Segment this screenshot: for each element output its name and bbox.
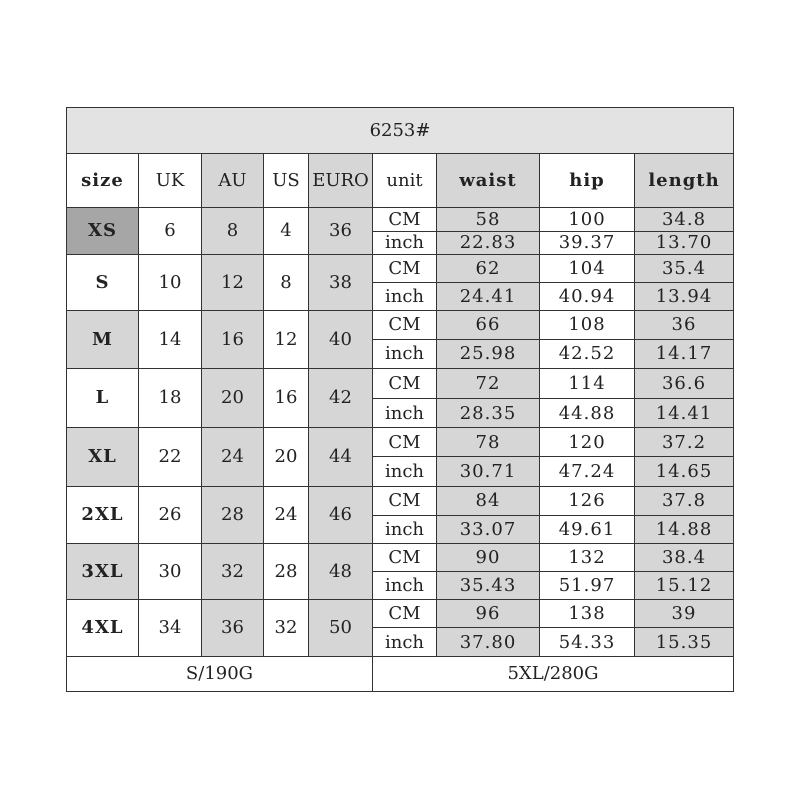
hip-inch: 47.24 — [540, 457, 635, 486]
waist-cm: 62 — [437, 254, 540, 282]
hip-cm: 114 — [540, 368, 635, 398]
unit-label: CM — [373, 254, 437, 282]
length-cm: 37.2 — [635, 428, 734, 457]
au-size: 24 — [202, 428, 264, 486]
footer-right-weight: 5XL/280G — [373, 656, 734, 691]
hip-inch: 44.88 — [540, 398, 635, 427]
header-uk: UK — [139, 154, 202, 207]
hip-cm: 100 — [540, 207, 635, 231]
us-size: 12 — [264, 311, 309, 368]
length-inch: 14.17 — [635, 339, 734, 368]
length-cm: 36.6 — [635, 368, 734, 398]
unit-label: inch — [373, 283, 437, 311]
us-size: 32 — [264, 600, 309, 656]
hip-inch: 42.52 — [540, 339, 635, 368]
euro-size: 36 — [309, 207, 373, 254]
header-au: AU — [202, 154, 264, 207]
waist-cm: 96 — [437, 600, 540, 628]
length-inch: 14.65 — [635, 457, 734, 486]
length-cm: 35.4 — [635, 254, 734, 282]
euro-size: 40 — [309, 311, 373, 368]
size-label: L — [67, 368, 139, 427]
size-chart-table — [66, 107, 734, 692]
waist-inch: 28.35 — [437, 398, 540, 427]
waist-inch: 33.07 — [437, 515, 540, 543]
length-cm: 39 — [635, 600, 734, 628]
waist-cm: 78 — [437, 428, 540, 457]
size-row-cm — [67, 368, 734, 398]
euro-size: 48 — [309, 543, 373, 599]
au-size: 12 — [202, 254, 264, 310]
us-size: 4 — [264, 207, 309, 254]
euro-size: 38 — [309, 254, 373, 310]
au-size: 28 — [202, 486, 264, 543]
length-inch: 15.35 — [635, 628, 734, 656]
us-size: 28 — [264, 543, 309, 599]
hip-cm: 126 — [540, 486, 635, 515]
au-size: 8 — [202, 207, 264, 254]
size-row-cm — [67, 486, 734, 515]
length-inch: 13.70 — [635, 231, 734, 254]
waist-inch: 25.98 — [437, 339, 540, 368]
size-label: 3XL — [67, 543, 139, 599]
length-cm: 37.8 — [635, 486, 734, 515]
unit-label: CM — [373, 486, 437, 515]
au-size: 16 — [202, 311, 264, 368]
header-hip: hip — [540, 154, 635, 207]
unit-label: CM — [373, 600, 437, 628]
size-row-cm — [67, 207, 734, 231]
unit-label: CM — [373, 368, 437, 398]
hip-inch: 40.94 — [540, 283, 635, 311]
header-unit: unit — [373, 154, 437, 207]
waist-cm: 90 — [437, 543, 540, 571]
unit-label: inch — [373, 457, 437, 486]
euro-size: 50 — [309, 600, 373, 656]
waist-cm: 66 — [437, 311, 540, 339]
euro-size: 42 — [309, 368, 373, 427]
header-length: length — [635, 154, 734, 207]
uk-size: 30 — [139, 543, 202, 599]
length-inch: 15.12 — [635, 572, 734, 600]
unit-label: inch — [373, 398, 437, 427]
header-waist: waist — [437, 154, 540, 207]
hip-cm: 138 — [540, 600, 635, 628]
length-inch: 14.41 — [635, 398, 734, 427]
au-size: 20 — [202, 368, 264, 427]
hip-inch: 54.33 — [540, 628, 635, 656]
footer-left-weight: S/190G — [67, 656, 373, 691]
header-row — [67, 154, 734, 207]
uk-size: 6 — [139, 207, 202, 254]
unit-label: CM — [373, 311, 437, 339]
hip-inch: 51.97 — [540, 572, 635, 600]
uk-size: 14 — [139, 311, 202, 368]
waist-inch: 37.80 — [437, 628, 540, 656]
unit-label: inch — [373, 572, 437, 600]
au-size: 32 — [202, 543, 264, 599]
title-row — [67, 108, 734, 154]
au-size: 36 — [202, 600, 264, 656]
euro-size: 44 — [309, 428, 373, 486]
hip-cm: 108 — [540, 311, 635, 339]
uk-size: 18 — [139, 368, 202, 427]
us-size: 8 — [264, 254, 309, 310]
length-cm: 38.4 — [635, 543, 734, 571]
size-row-cm — [67, 600, 734, 628]
size-label: 2XL — [67, 486, 139, 543]
uk-size: 10 — [139, 254, 202, 310]
waist-cm: 58 — [437, 207, 540, 231]
hip-cm: 104 — [540, 254, 635, 282]
waist-inch: 22.83 — [437, 231, 540, 254]
unit-label: CM — [373, 207, 437, 231]
hip-inch: 49.61 — [540, 515, 635, 543]
chart-title: 6253# — [67, 108, 734, 154]
us-size: 20 — [264, 428, 309, 486]
unit-label: inch — [373, 515, 437, 543]
waist-inch: 30.71 — [437, 457, 540, 486]
length-cm: 34.8 — [635, 207, 734, 231]
size-label: XL — [67, 428, 139, 486]
hip-cm: 120 — [540, 428, 635, 457]
hip-inch: 39.37 — [540, 231, 635, 254]
hip-cm: 132 — [540, 543, 635, 571]
waist-inch: 24.41 — [437, 283, 540, 311]
size-row-cm — [67, 428, 734, 457]
us-size: 16 — [264, 368, 309, 427]
size-label: XS — [67, 207, 139, 254]
length-inch: 14.88 — [635, 515, 734, 543]
size-row-cm — [67, 254, 734, 282]
euro-size: 46 — [309, 486, 373, 543]
uk-size: 22 — [139, 428, 202, 486]
length-cm: 36 — [635, 311, 734, 339]
unit-label: CM — [373, 543, 437, 571]
header-us: US — [264, 154, 309, 207]
size-row-cm — [67, 311, 734, 339]
unit-label: inch — [373, 628, 437, 656]
header-euro: EURO — [309, 154, 373, 207]
unit-label: inch — [373, 339, 437, 368]
size-label: 4XL — [67, 600, 139, 656]
size-label: S — [67, 254, 139, 310]
size-row-cm — [67, 543, 734, 571]
waist-inch: 35.43 — [437, 572, 540, 600]
us-size: 24 — [264, 486, 309, 543]
unit-label: inch — [373, 231, 437, 254]
header-size: size — [67, 154, 139, 207]
size-label: M — [67, 311, 139, 368]
uk-size: 26 — [139, 486, 202, 543]
length-inch: 13.94 — [635, 283, 734, 311]
footer-row — [67, 656, 734, 691]
uk-size: 34 — [139, 600, 202, 656]
unit-label: CM — [373, 428, 437, 457]
waist-cm: 84 — [437, 486, 540, 515]
waist-cm: 72 — [437, 368, 540, 398]
